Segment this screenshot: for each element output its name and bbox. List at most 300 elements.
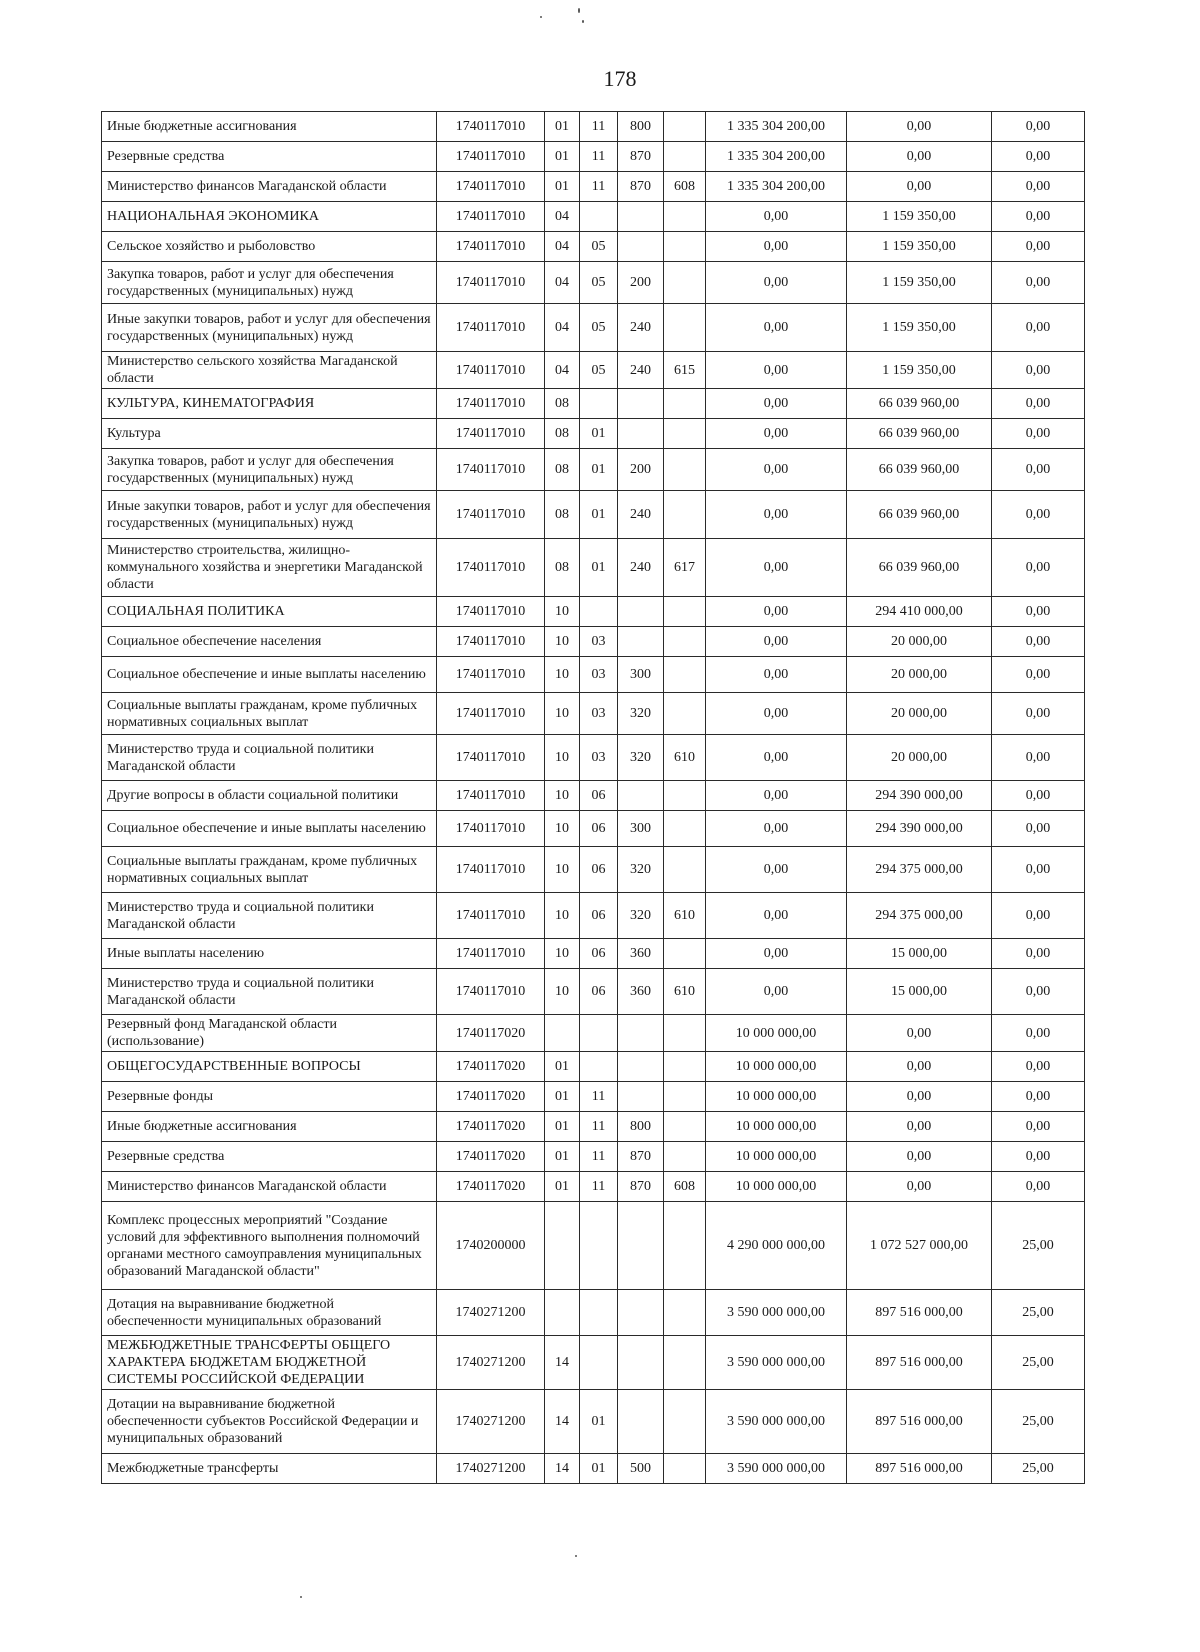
cell-name: Министерство финансов Магаданской области xyxy=(102,172,437,202)
cell-csr: 1740117010 xyxy=(437,811,545,847)
cell-vr: 800 xyxy=(618,1112,664,1142)
cell-vr xyxy=(618,1082,664,1112)
cell-rz: 10 xyxy=(545,969,580,1015)
cell-csr: 1740117010 xyxy=(437,657,545,693)
cell-csr: 1740117010 xyxy=(437,693,545,735)
cell-gr xyxy=(664,262,706,304)
cell-amount-executed: 897 516 000,00 xyxy=(847,1336,992,1390)
cell-vr xyxy=(618,1336,664,1390)
table-row xyxy=(102,142,1085,172)
cell-vr: 870 xyxy=(618,1142,664,1172)
cell-name: Иные закупки товаров, работ и услуг для обеспечения государственных (муниципальных) нужд xyxy=(102,304,437,352)
cell-rz: 10 xyxy=(545,597,580,627)
cell-pr xyxy=(580,202,618,232)
cell-amount-executed: 66 039 960,00 xyxy=(847,491,992,539)
cell-rz: 10 xyxy=(545,693,580,735)
cell-csr: 1740117010 xyxy=(437,449,545,491)
cell-amount-executed: 0,00 xyxy=(847,1015,992,1052)
cell-gr xyxy=(664,847,706,893)
cell-rz: 10 xyxy=(545,939,580,969)
cell-amount-planned: 0,00 xyxy=(706,389,847,419)
cell-name: Иные бюджетные ассигнования xyxy=(102,1112,437,1142)
cell-vr: 300 xyxy=(618,657,664,693)
cell-percent: 0,00 xyxy=(992,352,1085,389)
cell-rz: 01 xyxy=(545,172,580,202)
table-row xyxy=(102,1112,1085,1142)
cell-gr xyxy=(664,491,706,539)
cell-name: НАЦИОНАЛЬНАЯ ЭКОНОМИКА xyxy=(102,202,437,232)
cell-csr: 1740117010 xyxy=(437,202,545,232)
cell-amount-executed: 0,00 xyxy=(847,1142,992,1172)
cell-vr xyxy=(618,202,664,232)
cell-gr xyxy=(664,1142,706,1172)
cell-rz: 01 xyxy=(545,1052,580,1082)
cell-csr: 1740271200 xyxy=(437,1290,545,1336)
cell-rz: 04 xyxy=(545,304,580,352)
cell-amount-executed: 1 159 350,00 xyxy=(847,232,992,262)
cell-amount-planned: 10 000 000,00 xyxy=(706,1112,847,1142)
cell-percent: 0,00 xyxy=(992,1172,1085,1202)
cell-gr xyxy=(664,389,706,419)
cell-name: Закупка товаров, работ и услуг для обеспечения государственных (муниципальных) нужд xyxy=(102,449,437,491)
table-row xyxy=(102,112,1085,142)
cell-vr: 320 xyxy=(618,847,664,893)
cell-percent: 0,00 xyxy=(992,491,1085,539)
cell-gr xyxy=(664,627,706,657)
table-body xyxy=(102,112,1085,1484)
cell-name: Иные бюджетные ассигнования xyxy=(102,112,437,142)
cell-percent: 0,00 xyxy=(992,419,1085,449)
table-row xyxy=(102,1052,1085,1082)
cell-amount-executed: 294 390 000,00 xyxy=(847,781,992,811)
cell-vr: 320 xyxy=(618,693,664,735)
cell-amount-executed: 1 159 350,00 xyxy=(847,262,992,304)
cell-amount-planned: 1 335 304 200,00 xyxy=(706,172,847,202)
cell-pr: 03 xyxy=(580,657,618,693)
cell-rz xyxy=(545,1015,580,1052)
scan-speck xyxy=(575,1555,577,1557)
cell-vr xyxy=(618,1052,664,1082)
cell-csr: 1740117020 xyxy=(437,1172,545,1202)
cell-amount-executed: 20 000,00 xyxy=(847,693,992,735)
table-row xyxy=(102,539,1085,597)
cell-rz: 14 xyxy=(545,1390,580,1454)
cell-pr: 03 xyxy=(580,693,618,735)
cell-amount-planned: 10 000 000,00 xyxy=(706,1082,847,1112)
table-row xyxy=(102,1336,1085,1390)
cell-amount-planned: 0,00 xyxy=(706,811,847,847)
cell-name: Межбюджетные трансферты xyxy=(102,1454,437,1484)
cell-percent: 0,00 xyxy=(992,112,1085,142)
cell-amount-planned: 0,00 xyxy=(706,262,847,304)
cell-csr: 1740117010 xyxy=(437,939,545,969)
cell-pr: 03 xyxy=(580,627,618,657)
cell-percent: 0,00 xyxy=(992,627,1085,657)
cell-rz: 08 xyxy=(545,491,580,539)
cell-pr: 11 xyxy=(580,1082,618,1112)
cell-csr: 1740117010 xyxy=(437,262,545,304)
cell-amount-executed: 0,00 xyxy=(847,1172,992,1202)
cell-name: Резервные средства xyxy=(102,142,437,172)
cell-vr xyxy=(618,627,664,657)
cell-amount-planned: 0,00 xyxy=(706,419,847,449)
cell-pr: 06 xyxy=(580,969,618,1015)
cell-percent: 0,00 xyxy=(992,232,1085,262)
cell-percent: 25,00 xyxy=(992,1336,1085,1390)
cell-percent: 0,00 xyxy=(992,172,1085,202)
cell-csr: 1740117010 xyxy=(437,969,545,1015)
cell-amount-planned: 3 590 000 000,00 xyxy=(706,1390,847,1454)
cell-rz: 01 xyxy=(545,1172,580,1202)
cell-csr: 1740117020 xyxy=(437,1142,545,1172)
cell-name: Иные выплаты населению xyxy=(102,939,437,969)
cell-vr: 320 xyxy=(618,735,664,781)
table-row xyxy=(102,781,1085,811)
cell-name: Министерство труда и социальной политики Магаданской области xyxy=(102,969,437,1015)
cell-name: ОБЩЕГОСУДАРСТВЕННЫЕ ВОПРОСЫ xyxy=(102,1052,437,1082)
cell-gr xyxy=(664,1052,706,1082)
cell-amount-executed: 20 000,00 xyxy=(847,627,992,657)
cell-pr: 01 xyxy=(580,491,618,539)
table-row xyxy=(102,304,1085,352)
cell-pr xyxy=(580,1336,618,1390)
cell-name: Министерство труда и социальной политики Магаданской области xyxy=(102,735,437,781)
cell-gr xyxy=(664,811,706,847)
cell-gr: 610 xyxy=(664,969,706,1015)
cell-name: Министерство строительства, жилищно-коммунального хозяйства и энергетики Магаданской области xyxy=(102,539,437,597)
cell-vr xyxy=(618,781,664,811)
cell-csr: 1740117010 xyxy=(437,419,545,449)
cell-amount-executed: 0,00 xyxy=(847,1082,992,1112)
cell-gr xyxy=(664,1454,706,1484)
cell-amount-executed: 66 039 960,00 xyxy=(847,449,992,491)
cell-percent: 0,00 xyxy=(992,1112,1085,1142)
cell-vr xyxy=(618,389,664,419)
cell-name: КУЛЬТУРА, КИНЕМАТОГРАФИЯ xyxy=(102,389,437,419)
cell-amount-executed: 897 516 000,00 xyxy=(847,1290,992,1336)
table-row xyxy=(102,232,1085,262)
cell-vr: 800 xyxy=(618,112,664,142)
cell-gr xyxy=(664,1390,706,1454)
cell-pr: 11 xyxy=(580,1142,618,1172)
cell-rz: 10 xyxy=(545,781,580,811)
cell-name: Социальное обеспечение и иные выплаты населению xyxy=(102,811,437,847)
cell-pr: 03 xyxy=(580,735,618,781)
table-row xyxy=(102,735,1085,781)
cell-percent: 25,00 xyxy=(992,1290,1085,1336)
cell-vr: 870 xyxy=(618,172,664,202)
cell-percent: 0,00 xyxy=(992,969,1085,1015)
cell-amount-executed: 20 000,00 xyxy=(847,735,992,781)
cell-rz: 01 xyxy=(545,142,580,172)
table-row xyxy=(102,1172,1085,1202)
cell-pr: 06 xyxy=(580,781,618,811)
cell-rz: 14 xyxy=(545,1454,580,1484)
table-row xyxy=(102,657,1085,693)
cell-percent: 0,00 xyxy=(992,304,1085,352)
cell-percent: 0,00 xyxy=(992,1052,1085,1082)
cell-name: Дотации на выравнивание бюджетной обеспеченности субъектов Российской Федерации и муниципальных образований xyxy=(102,1390,437,1454)
cell-amount-executed: 66 039 960,00 xyxy=(847,389,992,419)
cell-name: Министерство финансов Магаданской области xyxy=(102,1172,437,1202)
cell-name: Закупка товаров, работ и услуг для обеспечения государственных (муниципальных) нужд xyxy=(102,262,437,304)
cell-vr xyxy=(618,1015,664,1052)
cell-amount-planned: 10 000 000,00 xyxy=(706,1172,847,1202)
scan-speck xyxy=(582,20,584,23)
cell-amount-planned: 0,00 xyxy=(706,352,847,389)
cell-amount-executed: 294 375 000,00 xyxy=(847,893,992,939)
scan-speck xyxy=(540,16,542,18)
cell-name: Дотация на выравнивание бюджетной обеспеченности муниципальных образований xyxy=(102,1290,437,1336)
cell-percent: 0,00 xyxy=(992,262,1085,304)
cell-vr: 240 xyxy=(618,352,664,389)
cell-csr: 1740117010 xyxy=(437,539,545,597)
cell-amount-planned: 0,00 xyxy=(706,491,847,539)
cell-rz: 04 xyxy=(545,202,580,232)
cell-amount-planned: 0,00 xyxy=(706,893,847,939)
cell-amount-planned: 3 590 000 000,00 xyxy=(706,1336,847,1390)
cell-rz: 08 xyxy=(545,449,580,491)
cell-vr xyxy=(618,597,664,627)
table-row xyxy=(102,627,1085,657)
cell-name: Резервные фонды xyxy=(102,1082,437,1112)
cell-amount-planned: 1 335 304 200,00 xyxy=(706,112,847,142)
scan-speck xyxy=(300,1596,302,1598)
cell-amount-planned: 0,00 xyxy=(706,847,847,893)
cell-pr: 01 xyxy=(580,1454,618,1484)
table-row xyxy=(102,262,1085,304)
cell-name: Социальные выплаты гражданам, кроме публичных нормативных социальных выплат xyxy=(102,847,437,893)
cell-amount-executed: 294 390 000,00 xyxy=(847,811,992,847)
table-row xyxy=(102,419,1085,449)
table-row xyxy=(102,1142,1085,1172)
cell-pr: 05 xyxy=(580,304,618,352)
cell-percent: 0,00 xyxy=(992,1015,1085,1052)
cell-pr xyxy=(580,1202,618,1290)
cell-vr: 240 xyxy=(618,304,664,352)
cell-gr xyxy=(664,939,706,969)
cell-amount-planned: 0,00 xyxy=(706,539,847,597)
cell-name: Комплекс процессных мероприятий "Создание условий для эффективного выполнения полномочий органами местного самоуправления муниципальных образований Магаданской области" xyxy=(102,1202,437,1290)
cell-csr: 1740117020 xyxy=(437,1112,545,1142)
cell-pr: 06 xyxy=(580,811,618,847)
cell-csr: 1740117010 xyxy=(437,627,545,657)
cell-gr xyxy=(664,1082,706,1112)
cell-csr: 1740117010 xyxy=(437,735,545,781)
table-row xyxy=(102,1202,1085,1290)
cell-rz: 10 xyxy=(545,847,580,893)
budget-table xyxy=(101,111,1085,1484)
cell-vr: 240 xyxy=(618,539,664,597)
cell-pr: 11 xyxy=(580,1112,618,1142)
cell-gr xyxy=(664,304,706,352)
cell-amount-planned: 0,00 xyxy=(706,304,847,352)
cell-csr: 1740117020 xyxy=(437,1015,545,1052)
cell-pr: 05 xyxy=(580,262,618,304)
cell-percent: 0,00 xyxy=(992,1082,1085,1112)
cell-amount-planned: 0,00 xyxy=(706,202,847,232)
cell-csr: 1740117010 xyxy=(437,893,545,939)
cell-vr xyxy=(618,1202,664,1290)
cell-rz: 08 xyxy=(545,539,580,597)
cell-name: Другие вопросы в области социальной политики xyxy=(102,781,437,811)
cell-percent: 25,00 xyxy=(992,1454,1085,1484)
cell-percent: 0,00 xyxy=(992,1142,1085,1172)
table-row xyxy=(102,491,1085,539)
cell-name: Социальное обеспечение и иные выплаты населению xyxy=(102,657,437,693)
cell-gr: 610 xyxy=(664,893,706,939)
cell-csr: 1740117010 xyxy=(437,232,545,262)
cell-pr xyxy=(580,1052,618,1082)
cell-gr xyxy=(664,419,706,449)
cell-pr: 06 xyxy=(580,893,618,939)
cell-gr: 608 xyxy=(664,1172,706,1202)
cell-rz: 04 xyxy=(545,352,580,389)
cell-rz: 04 xyxy=(545,262,580,304)
cell-vr: 240 xyxy=(618,491,664,539)
cell-gr xyxy=(664,1112,706,1142)
cell-amount-planned: 0,00 xyxy=(706,735,847,781)
cell-name: МЕЖБЮДЖЕТНЫЕ ТРАНСФЕРТЫ ОБЩЕГО ХАРАКТЕРА БЮДЖЕТАМ БЮДЖЕТНОЙ СИСТЕМЫ РОССИЙСКОЙ ФЕДЕРАЦИИ xyxy=(102,1336,437,1390)
cell-vr xyxy=(618,232,664,262)
cell-pr: 05 xyxy=(580,232,618,262)
cell-vr: 200 xyxy=(618,449,664,491)
cell-csr: 1740117010 xyxy=(437,781,545,811)
cell-percent: 0,00 xyxy=(992,781,1085,811)
cell-percent: 0,00 xyxy=(992,142,1085,172)
table-row xyxy=(102,202,1085,232)
cell-amount-planned: 3 590 000 000,00 xyxy=(706,1290,847,1336)
cell-rz: 01 xyxy=(545,1112,580,1142)
cell-amount-executed: 15 000,00 xyxy=(847,969,992,1015)
cell-rz: 14 xyxy=(545,1336,580,1390)
cell-amount-planned: 0,00 xyxy=(706,969,847,1015)
cell-gr xyxy=(664,1015,706,1052)
cell-pr: 05 xyxy=(580,352,618,389)
cell-pr xyxy=(580,1290,618,1336)
cell-percent: 0,00 xyxy=(992,597,1085,627)
table-row xyxy=(102,597,1085,627)
cell-gr xyxy=(664,112,706,142)
cell-amount-executed: 0,00 xyxy=(847,1112,992,1142)
cell-rz: 04 xyxy=(545,232,580,262)
cell-csr: 1740117010 xyxy=(437,597,545,627)
cell-vr: 360 xyxy=(618,969,664,1015)
cell-amount-planned: 10 000 000,00 xyxy=(706,1052,847,1082)
cell-percent: 25,00 xyxy=(992,1202,1085,1290)
cell-amount-executed: 0,00 xyxy=(847,142,992,172)
cell-amount-executed: 66 039 960,00 xyxy=(847,539,992,597)
cell-gr xyxy=(664,1336,706,1390)
cell-percent: 0,00 xyxy=(992,539,1085,597)
table-row xyxy=(102,352,1085,389)
cell-amount-executed: 294 375 000,00 xyxy=(847,847,992,893)
cell-csr: 1740117010 xyxy=(437,172,545,202)
table-row xyxy=(102,693,1085,735)
cell-amount-executed: 0,00 xyxy=(847,1052,992,1082)
cell-name: СОЦИАЛЬНАЯ ПОЛИТИКА xyxy=(102,597,437,627)
table-row xyxy=(102,172,1085,202)
cell-rz: 01 xyxy=(545,112,580,142)
cell-name: Культура xyxy=(102,419,437,449)
cell-percent: 0,00 xyxy=(992,811,1085,847)
cell-amount-executed: 294 410 000,00 xyxy=(847,597,992,627)
cell-vr: 200 xyxy=(618,262,664,304)
cell-csr: 1740117010 xyxy=(437,304,545,352)
cell-pr xyxy=(580,1015,618,1052)
cell-amount-executed: 1 159 350,00 xyxy=(847,304,992,352)
cell-percent: 0,00 xyxy=(992,657,1085,693)
table-row xyxy=(102,1390,1085,1454)
table-row xyxy=(102,1290,1085,1336)
cell-amount-executed: 0,00 xyxy=(847,112,992,142)
cell-csr: 1740271200 xyxy=(437,1454,545,1484)
cell-percent: 0,00 xyxy=(992,389,1085,419)
cell-vr: 320 xyxy=(618,893,664,939)
cell-rz: 01 xyxy=(545,1142,580,1172)
cell-rz: 01 xyxy=(545,1082,580,1112)
cell-amount-executed: 66 039 960,00 xyxy=(847,419,992,449)
cell-vr xyxy=(618,419,664,449)
cell-csr: 1740200000 xyxy=(437,1202,545,1290)
cell-amount-executed: 15 000,00 xyxy=(847,939,992,969)
table-row xyxy=(102,811,1085,847)
cell-amount-executed: 1 072 527 000,00 xyxy=(847,1202,992,1290)
scan-speck xyxy=(578,8,580,13)
cell-amount-planned: 10 000 000,00 xyxy=(706,1015,847,1052)
cell-amount-planned: 0,00 xyxy=(706,781,847,811)
page-number: 178 xyxy=(603,66,637,91)
table-row xyxy=(102,893,1085,939)
cell-amount-planned: 0,00 xyxy=(706,939,847,969)
cell-percent: 25,00 xyxy=(992,1390,1085,1454)
cell-pr: 11 xyxy=(580,112,618,142)
cell-gr: 617 xyxy=(664,539,706,597)
cell-percent: 0,00 xyxy=(992,449,1085,491)
cell-amount-executed: 897 516 000,00 xyxy=(847,1454,992,1484)
cell-rz xyxy=(545,1202,580,1290)
cell-pr: 01 xyxy=(580,449,618,491)
cell-csr: 1740117010 xyxy=(437,112,545,142)
cell-vr: 870 xyxy=(618,1172,664,1202)
cell-gr xyxy=(664,449,706,491)
cell-rz: 10 xyxy=(545,627,580,657)
cell-gr xyxy=(664,232,706,262)
cell-rz: 08 xyxy=(545,389,580,419)
cell-vr xyxy=(618,1290,664,1336)
cell-csr: 1740117010 xyxy=(437,389,545,419)
cell-pr: 01 xyxy=(580,419,618,449)
cell-amount-planned: 3 590 000 000,00 xyxy=(706,1454,847,1484)
cell-vr: 500 xyxy=(618,1454,664,1484)
cell-csr: 1740117010 xyxy=(437,847,545,893)
cell-rz: 08 xyxy=(545,419,580,449)
cell-percent: 0,00 xyxy=(992,202,1085,232)
cell-name: Сельское хозяйство и рыболовство xyxy=(102,232,437,262)
cell-pr: 01 xyxy=(580,1390,618,1454)
cell-amount-executed: 20 000,00 xyxy=(847,657,992,693)
cell-gr xyxy=(664,1290,706,1336)
cell-amount-planned: 0,00 xyxy=(706,657,847,693)
cell-pr: 06 xyxy=(580,939,618,969)
cell-amount-planned: 0,00 xyxy=(706,627,847,657)
cell-amount-executed: 897 516 000,00 xyxy=(847,1390,992,1454)
cell-pr: 06 xyxy=(580,847,618,893)
cell-gr xyxy=(664,657,706,693)
table-row xyxy=(102,969,1085,1015)
cell-name: Резервные средства xyxy=(102,1142,437,1172)
cell-amount-executed: 0,00 xyxy=(847,172,992,202)
